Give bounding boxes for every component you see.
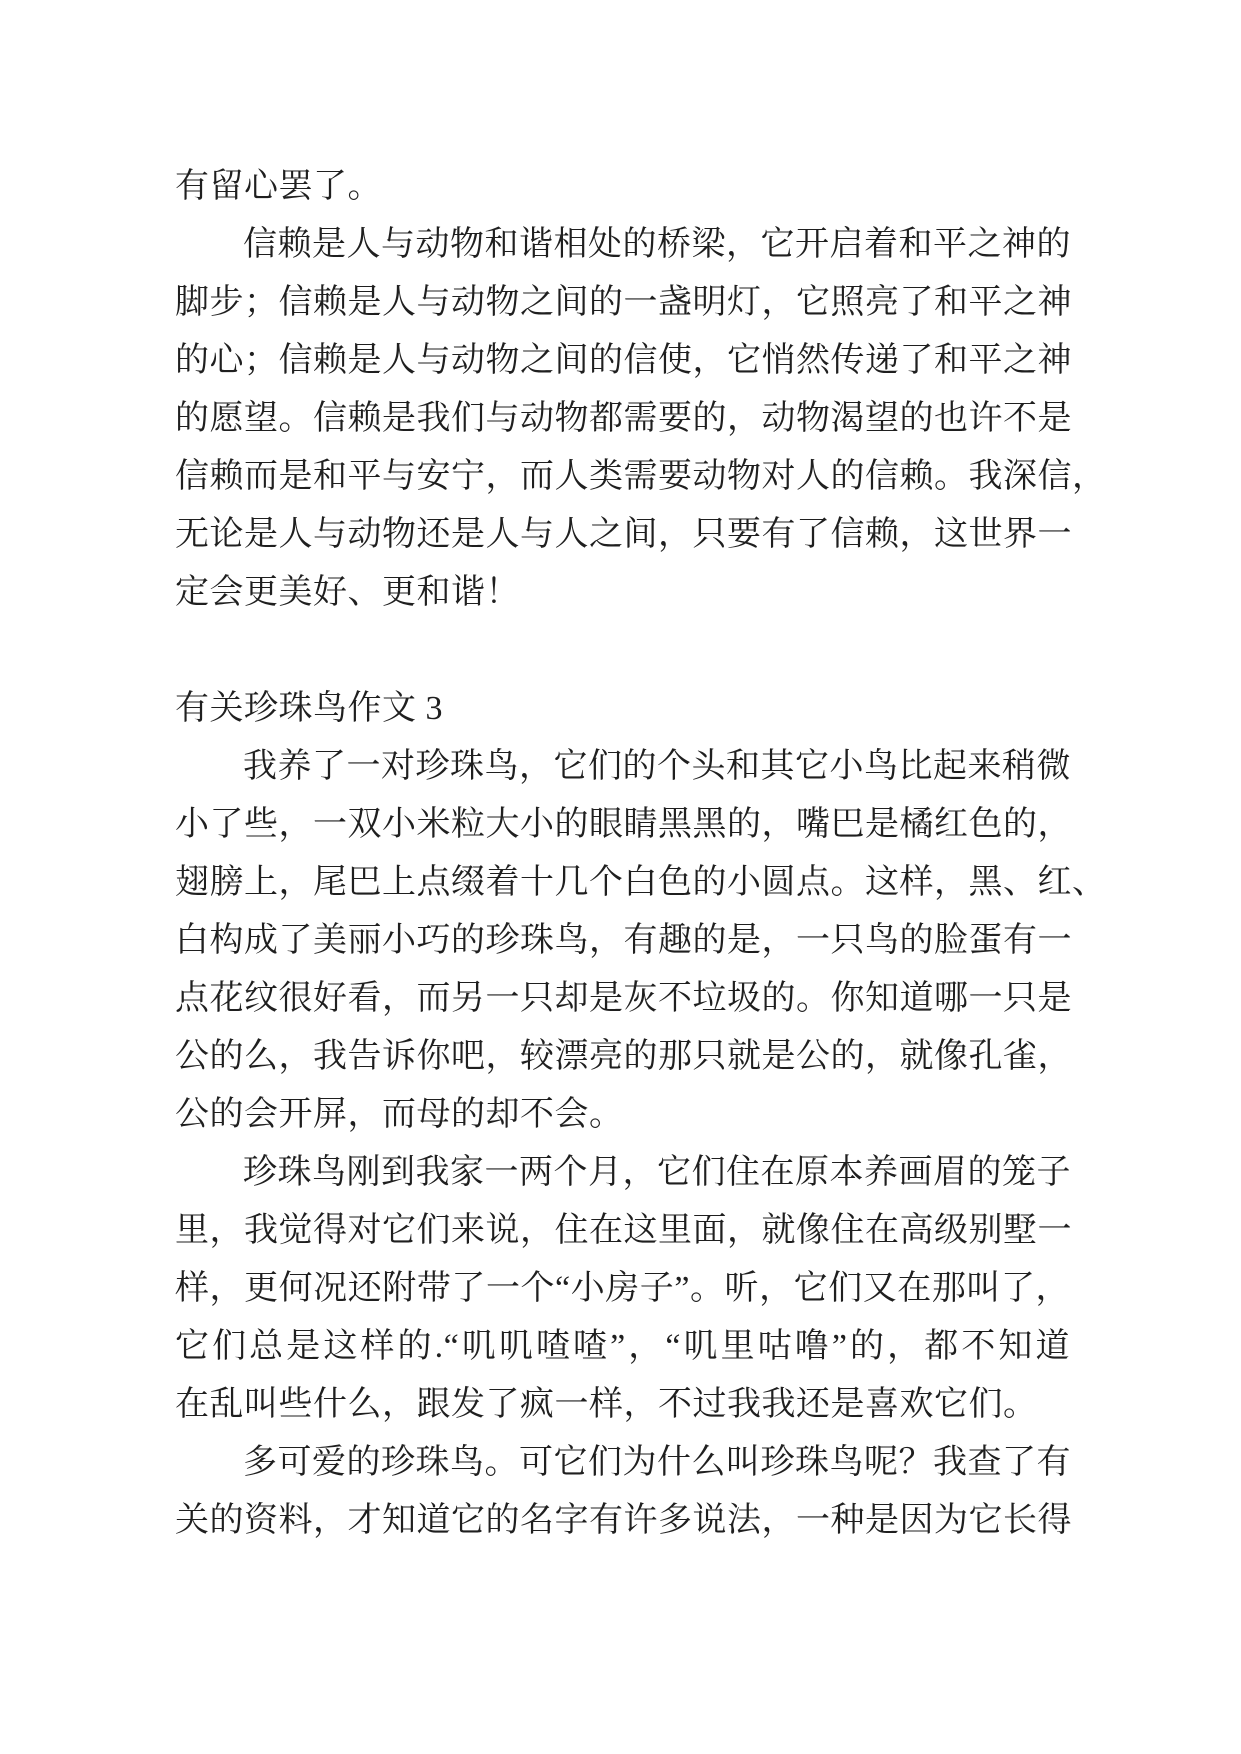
text-line: 它们总是这样的.“叽叽喳喳”，“叽里咕噜”的，都不知道	[175, 1328, 1070, 1365]
text-line: 多可爱的珍珠鸟。可它们为什么叫珍珠鸟呢？我查了有	[243, 1444, 1071, 1481]
text-line: 信赖而是和平与安宁，而人类需要动物对人的信赖。我深信，	[175, 458, 1107, 495]
text-line: 点花纹很好看，而另一只却是灰不垃圾的。你知道哪一只是	[175, 980, 1072, 1017]
text-line: 里，我觉得对它们来说，住在这里面，就像住在高级别墅一	[175, 1212, 1072, 1249]
text-line: 关的资料，才知道它的名字有许多说法，一种是因为它长得	[175, 1502, 1072, 1539]
text-line: 公的会开屏，而母的却不会。	[175, 1096, 624, 1133]
text-line: 有留心罢了。	[175, 168, 382, 205]
section-heading: 有关珍珠鸟作文 3	[175, 690, 443, 727]
text-line: 定会更美好、更和谐！	[175, 574, 520, 611]
text-line: 公的么，我告诉你吧，较漂亮的那只就是公的，就像孔雀，	[175, 1038, 1072, 1075]
text-line: 小了些，一双小米粒大小的眼睛黑黑的，嘴巴是橘红色的，	[175, 806, 1072, 843]
text-line: 的愿望。信赖是我们与动物都需要的，动物渴望的也许不是	[175, 400, 1072, 437]
text-line: 的心；信赖是人与动物之间的信使，它悄然传递了和平之神	[175, 342, 1072, 379]
text-line: 我养了一对珍珠鸟，它们的个头和其它小鸟比起来稍微	[243, 748, 1071, 785]
text-line: 脚步；信赖是人与动物之间的一盏明灯，它照亮了和平之神	[175, 284, 1072, 321]
text-column	[175, 158, 1107, 1550]
text-line: 无论是人与动物还是人与人之间，只要有了信赖，这世界一	[175, 516, 1072, 553]
text-line: 白构成了美丽小巧的珍珠鸟，有趣的是，一只鸟的脸蛋有一	[175, 922, 1072, 959]
text-line: 在乱叫些什么，跟发了疯一样，不过我我还是喜欢它们。	[175, 1386, 1038, 1423]
blank-line	[175, 622, 1070, 680]
text-line: 样，更何况还附带了一个“小房子”。听，它们又在那叫了，	[175, 1270, 1070, 1307]
text-line: 珍珠鸟刚到我家一两个月，它们住在原本养画眉的笼子	[243, 1154, 1071, 1191]
text-line: 信赖是人与动物和谐相处的桥梁，它开启着和平之神的	[243, 226, 1071, 263]
text-line: 翅膀上，尾巴上点缀着十几个白色的小圆点。这样，黑、红、	[175, 864, 1107, 901]
